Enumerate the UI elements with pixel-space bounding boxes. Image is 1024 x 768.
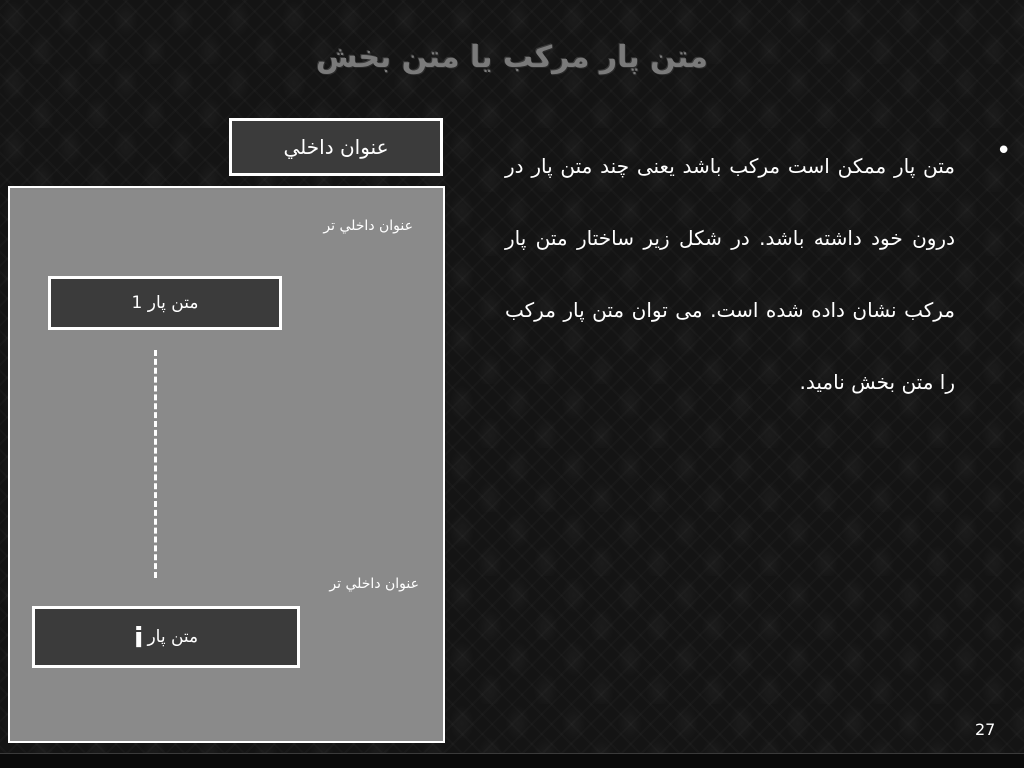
diagram-panel — [8, 186, 445, 743]
text-part-box-i-subscript: i — [133, 620, 144, 654]
text-part-box-i — [32, 606, 300, 668]
bottom-strip — [0, 753, 1024, 768]
outer-title-label: عنوان داخلي — [283, 135, 389, 159]
slide-title: متن پار مرکب یا متن بخش — [316, 40, 708, 75]
text-part-box-1 — [48, 276, 282, 330]
text-part-box-i-label: متن پار — [147, 627, 199, 647]
inner-title-top: عنوان داخلي تر — [323, 218, 413, 234]
outer-title-box — [229, 118, 443, 176]
inner-title-bottom: عنوان داخلي تر — [329, 576, 419, 592]
body-text: متن پار ممکن است مرکب باشد یعنی چند متن پار در درون خود داشته باشد. در شکل زیر ساختار متن پار مرکب نشان داده شده است. می توان متن پار مرکب را متن بخش نامید. — [505, 154, 955, 394]
bullet-point-icon: • — [996, 136, 1012, 166]
page-number: 27 — [975, 720, 996, 739]
text-part-box-1-label: متن پار 1 — [131, 293, 199, 313]
dotted-connector — [154, 350, 157, 578]
